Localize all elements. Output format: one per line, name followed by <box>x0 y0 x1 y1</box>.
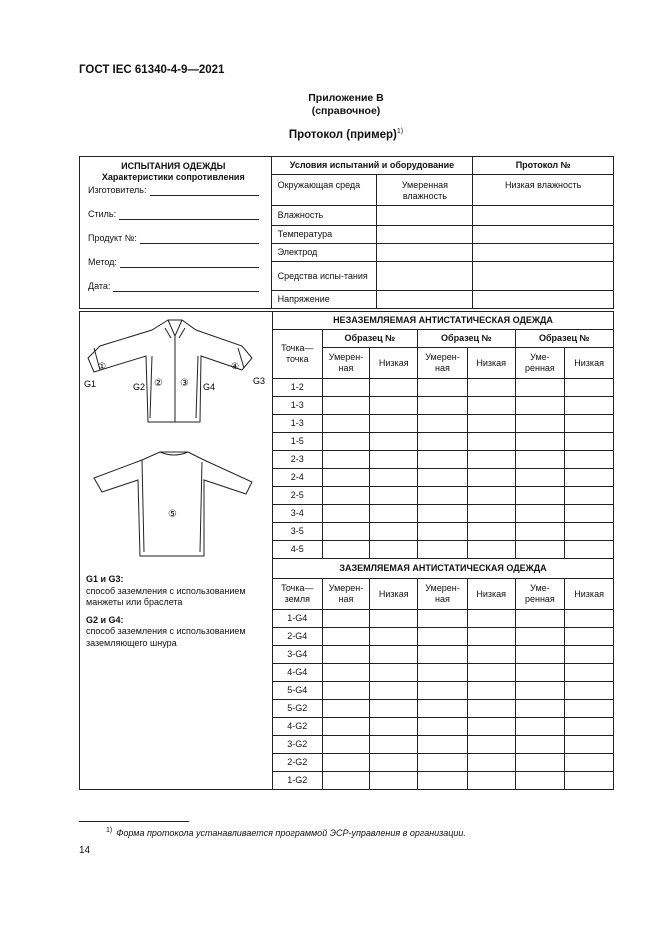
value-cell[interactable] <box>467 523 515 541</box>
moderate-humidity-header: Умеренная влажность <box>377 175 473 206</box>
condition-cell[interactable] <box>473 226 614 244</box>
point-label: 2-4 <box>273 469 323 487</box>
value-cell[interactable] <box>370 664 418 682</box>
moderate-header: Умерен-ная <box>418 579 468 610</box>
value-cell[interactable] <box>467 505 515 523</box>
value-cell[interactable] <box>467 415 515 433</box>
value-cell[interactable] <box>515 505 565 523</box>
g3-label: G3 <box>253 376 266 386</box>
condition-cell[interactable] <box>377 244 473 262</box>
moderate-header: Умерен-ная <box>322 579 370 610</box>
point-1-label: ① <box>98 361 107 371</box>
product-label: Продукт №: <box>88 233 137 243</box>
value-cell[interactable] <box>418 469 468 487</box>
point-label: 2-3 <box>273 451 323 469</box>
value-cell[interactable] <box>565 523 614 541</box>
value-cell[interactable] <box>370 610 418 628</box>
condition-row-label: Средства испы-тания <box>271 262 377 291</box>
point-label: 1-3 <box>273 397 323 415</box>
value-cell[interactable] <box>467 682 515 700</box>
value-cell[interactable] <box>467 487 515 505</box>
standard-header: ГОСТ IEC 61340-4-9—2021 <box>79 64 225 76</box>
value-cell[interactable] <box>467 379 515 397</box>
value-cell[interactable] <box>467 754 515 772</box>
grounded-title: ЗАЗЕМЛЯЕМАЯ АНТИСТАТИЧЕСКАЯ ОДЕЖДА <box>273 559 614 579</box>
value-cell[interactable] <box>515 523 565 541</box>
value-cell[interactable] <box>418 523 468 541</box>
appendix-subtitle: (справочное) <box>311 105 381 117</box>
value-cell[interactable] <box>565 718 614 736</box>
g2g4-title: G2 и G4: <box>86 614 124 625</box>
value-cell[interactable] <box>418 754 468 772</box>
value-cell[interactable] <box>322 541 370 559</box>
condition-cell[interactable] <box>377 262 473 291</box>
value-cell[interactable] <box>565 433 614 451</box>
page-number: 14 <box>79 845 91 856</box>
date-label: Дата: <box>88 281 111 291</box>
value-cell[interactable] <box>322 451 370 469</box>
condition-row-label: Напряжение <box>271 291 377 309</box>
ungrounded-title: НЕЗАЗЕМЛЯЕМАЯ АНТИСТАТИЧЕСКАЯ ОДЕЖДА <box>273 312 614 330</box>
value-cell[interactable] <box>515 397 565 415</box>
footnote-text: Форма протокола устанавливается программой ЭСР-управления в организации. <box>116 828 466 838</box>
value-cell[interactable] <box>370 505 418 523</box>
sample-a-header: Образец № <box>322 330 417 348</box>
value-cell[interactable] <box>370 451 418 469</box>
protocol-title <box>79 128 613 141</box>
value-cell[interactable] <box>515 664 565 682</box>
value-cell[interactable] <box>322 610 370 628</box>
low-header: Низкая <box>370 348 418 379</box>
left-subtitle: Характеристики сопротивления <box>101 172 245 182</box>
value-cell[interactable] <box>467 610 515 628</box>
value-cell[interactable] <box>418 397 468 415</box>
value-cell[interactable] <box>322 646 370 664</box>
value-cell[interactable] <box>418 541 468 559</box>
protocol-number-header: Протокол № <box>473 157 614 175</box>
value-cell[interactable] <box>418 487 468 505</box>
manufacturer-field[interactable] <box>88 185 259 196</box>
value-cell[interactable] <box>515 379 565 397</box>
g1-label: G1 <box>84 379 97 389</box>
footnote-mark: 1) <box>106 827 113 834</box>
point-label: 4-G4 <box>273 664 323 682</box>
value-cell[interactable] <box>322 505 370 523</box>
value-cell[interactable] <box>515 754 565 772</box>
date-line <box>113 282 258 292</box>
condition-cell[interactable] <box>377 291 473 309</box>
value-cell[interactable] <box>565 469 614 487</box>
value-cell[interactable] <box>467 469 515 487</box>
point-label: 2-G4 <box>273 628 323 646</box>
condition-cell[interactable] <box>377 226 473 244</box>
value-cell[interactable] <box>467 628 515 646</box>
measurement-table <box>79 311 614 790</box>
value-cell[interactable] <box>370 397 418 415</box>
g2g4-text: способ заземления с использованием заземляющего шнура <box>86 626 246 648</box>
value-cell[interactable] <box>565 610 614 628</box>
low-header: Низкая <box>370 579 418 610</box>
value-cell[interactable] <box>515 610 565 628</box>
value-cell[interactable] <box>515 646 565 664</box>
value-cell[interactable] <box>370 736 418 754</box>
value-cell[interactable] <box>467 397 515 415</box>
value-cell[interactable] <box>565 451 614 469</box>
value-cell[interactable] <box>565 772 614 790</box>
coat-front-drawing <box>88 320 252 422</box>
value-cell[interactable] <box>370 682 418 700</box>
value-cell[interactable] <box>322 397 370 415</box>
protocol-title-text: Протокол (пример) <box>288 129 397 141</box>
condition-cell[interactable] <box>473 244 614 262</box>
moderate-header: Умерен-ная <box>418 348 468 379</box>
point-label: 1-G2 <box>273 772 323 790</box>
value-cell[interactable] <box>418 379 468 397</box>
value-cell[interactable] <box>370 628 418 646</box>
point-label: 4-5 <box>273 541 323 559</box>
value-cell[interactable] <box>370 415 418 433</box>
value-cell[interactable] <box>322 754 370 772</box>
footnote <box>106 827 466 838</box>
low-humidity-header: Низкая влажность <box>473 175 614 206</box>
figure-cell <box>80 312 273 790</box>
sample-c-header: Образец № <box>515 330 613 348</box>
value-cell[interactable] <box>565 415 614 433</box>
value-cell[interactable] <box>322 700 370 718</box>
value-cell[interactable] <box>467 433 515 451</box>
value-cell[interactable] <box>515 433 565 451</box>
value-cell[interactable] <box>565 664 614 682</box>
conditions-table <box>79 156 614 309</box>
value-cell[interactable] <box>515 469 565 487</box>
value-cell[interactable] <box>370 523 418 541</box>
point-label: 1-2 <box>273 379 323 397</box>
sample-b-header: Образец № <box>418 330 515 348</box>
point-label: 3-4 <box>273 505 323 523</box>
value-cell[interactable] <box>322 628 370 646</box>
value-cell[interactable] <box>565 541 614 559</box>
conditions-header: Условия испытаний и оборудование <box>271 157 473 175</box>
value-cell[interactable] <box>515 718 565 736</box>
value-cell[interactable] <box>565 736 614 754</box>
value-cell[interactable] <box>418 682 468 700</box>
value-cell[interactable] <box>418 451 468 469</box>
value-cell[interactable] <box>515 487 565 505</box>
value-cell[interactable] <box>565 754 614 772</box>
value-cell[interactable] <box>467 451 515 469</box>
value-cell[interactable] <box>370 541 418 559</box>
g4-label: G4 <box>203 382 216 392</box>
value-cell[interactable] <box>467 541 515 559</box>
style-label: Стиль: <box>88 209 117 219</box>
low-header: Низкая <box>467 348 515 379</box>
value-cell[interactable] <box>467 718 515 736</box>
date-field[interactable] <box>88 281 259 292</box>
value-cell[interactable] <box>370 433 418 451</box>
protocol-footnote-mark: 1) <box>396 128 404 135</box>
grounded-point-header: Точка—земля <box>273 579 323 610</box>
product-line <box>140 234 259 244</box>
value-cell[interactable] <box>515 682 565 700</box>
appendix-heading <box>79 92 613 118</box>
method-line <box>120 258 259 268</box>
point-label: 2-5 <box>273 487 323 505</box>
footnote-divider <box>79 821 189 822</box>
style-field[interactable] <box>88 209 259 220</box>
value-cell[interactable] <box>370 772 418 790</box>
value-cell[interactable] <box>370 754 418 772</box>
value-cell[interactable] <box>370 469 418 487</box>
value-cell[interactable] <box>418 646 468 664</box>
condition-row-label: Влажность <box>271 206 377 226</box>
value-cell[interactable] <box>322 469 370 487</box>
point-label: 1-3 <box>273 415 323 433</box>
value-cell[interactable] <box>418 718 468 736</box>
value-cell[interactable] <box>565 628 614 646</box>
method-label: Метод: <box>88 257 117 267</box>
g1g3-text: способ заземления с использованием манжеты или браслета <box>86 585 246 607</box>
point-label: 1-G4 <box>273 610 323 628</box>
value-cell[interactable] <box>322 736 370 754</box>
value-cell[interactable] <box>322 379 370 397</box>
value-cell[interactable] <box>418 736 468 754</box>
condition-cell[interactable] <box>473 262 614 291</box>
value-cell[interactable] <box>418 505 468 523</box>
value-cell[interactable] <box>322 718 370 736</box>
value-cell[interactable] <box>370 700 418 718</box>
value-cell[interactable] <box>418 772 468 790</box>
point-label: 3-G4 <box>273 646 323 664</box>
appendix-title: Приложение В <box>308 92 384 104</box>
value-cell[interactable] <box>515 700 565 718</box>
left-title: ИСПЫТАНИЯ ОДЕЖДЫ <box>121 161 226 171</box>
method-field[interactable] <box>88 257 259 268</box>
low-header: Низкая <box>467 579 515 610</box>
value-cell[interactable] <box>322 523 370 541</box>
point-label: 5-G4 <box>273 682 323 700</box>
value-cell[interactable] <box>467 700 515 718</box>
ungrounded-point-header: Точка—точка <box>273 330 323 379</box>
point-4-label: ④ <box>231 361 240 371</box>
point-label: 5-G2 <box>273 700 323 718</box>
point-label: 4-G2 <box>273 718 323 736</box>
style-line <box>119 210 259 220</box>
point-label: 1-5 <box>273 433 323 451</box>
condition-row-label: Температура <box>271 226 377 244</box>
condition-cell[interactable] <box>377 206 473 226</box>
value-cell[interactable] <box>515 541 565 559</box>
value-cell[interactable] <box>322 664 370 682</box>
point-5-label: ⑤ <box>168 509 177 520</box>
value-cell[interactable] <box>322 415 370 433</box>
value-cell[interactable] <box>322 487 370 505</box>
value-cell[interactable] <box>418 628 468 646</box>
value-cell[interactable] <box>565 487 614 505</box>
value-cell[interactable] <box>467 736 515 754</box>
garment-info-cell <box>80 157 272 309</box>
value-cell[interactable] <box>565 700 614 718</box>
low-header: Низкая <box>565 579 614 610</box>
value-cell[interactable] <box>565 646 614 664</box>
value-cell[interactable] <box>418 664 468 682</box>
manufacturer-label: Изготовитель: <box>88 185 147 195</box>
value-cell[interactable] <box>418 433 468 451</box>
value-cell[interactable] <box>370 487 418 505</box>
value-cell[interactable] <box>565 505 614 523</box>
g2-label: G2 <box>133 382 146 392</box>
value-cell[interactable] <box>418 700 468 718</box>
value-cell[interactable] <box>322 772 370 790</box>
g1g3-title: G1 и G3: <box>86 574 124 584</box>
manufacturer-line <box>150 186 259 196</box>
value-cell[interactable] <box>418 415 468 433</box>
point-label: 3-5 <box>273 523 323 541</box>
point-2-label: ② <box>154 378 163 389</box>
low-header: Низкая <box>565 348 614 379</box>
ambient-label: Окружающая среда <box>271 175 377 206</box>
grounding-notes <box>80 572 272 649</box>
product-field[interactable] <box>88 233 259 244</box>
condition-row-label: Электрод <box>271 244 377 262</box>
garment-diagram <box>80 312 272 572</box>
value-cell[interactable] <box>322 433 370 451</box>
point-label: 2-G2 <box>273 754 323 772</box>
point-label: 3-G2 <box>273 736 323 754</box>
value-cell[interactable] <box>515 451 565 469</box>
condition-cell[interactable] <box>473 291 614 309</box>
value-cell[interactable] <box>418 610 468 628</box>
value-cell[interactable] <box>322 682 370 700</box>
value-cell[interactable] <box>467 664 515 682</box>
value-cell[interactable] <box>370 379 418 397</box>
value-cell[interactable] <box>515 772 565 790</box>
moderate-header: Уме-ренная <box>515 579 565 610</box>
value-cell[interactable] <box>515 415 565 433</box>
value-cell[interactable] <box>370 646 418 664</box>
value-cell[interactable] <box>565 682 614 700</box>
moderate-header: Умерен-ная <box>322 348 370 379</box>
value-cell[interactable] <box>467 646 515 664</box>
condition-cell[interactable] <box>473 206 614 226</box>
value-cell[interactable] <box>565 379 614 397</box>
point-3-label: ③ <box>180 378 189 389</box>
value-cell[interactable] <box>515 628 565 646</box>
value-cell[interactable] <box>565 397 614 415</box>
coat-back-drawing <box>94 452 252 556</box>
value-cell[interactable] <box>467 772 515 790</box>
value-cell[interactable] <box>515 736 565 754</box>
moderate-header: Уме-ренная <box>515 348 565 379</box>
value-cell[interactable] <box>370 718 418 736</box>
